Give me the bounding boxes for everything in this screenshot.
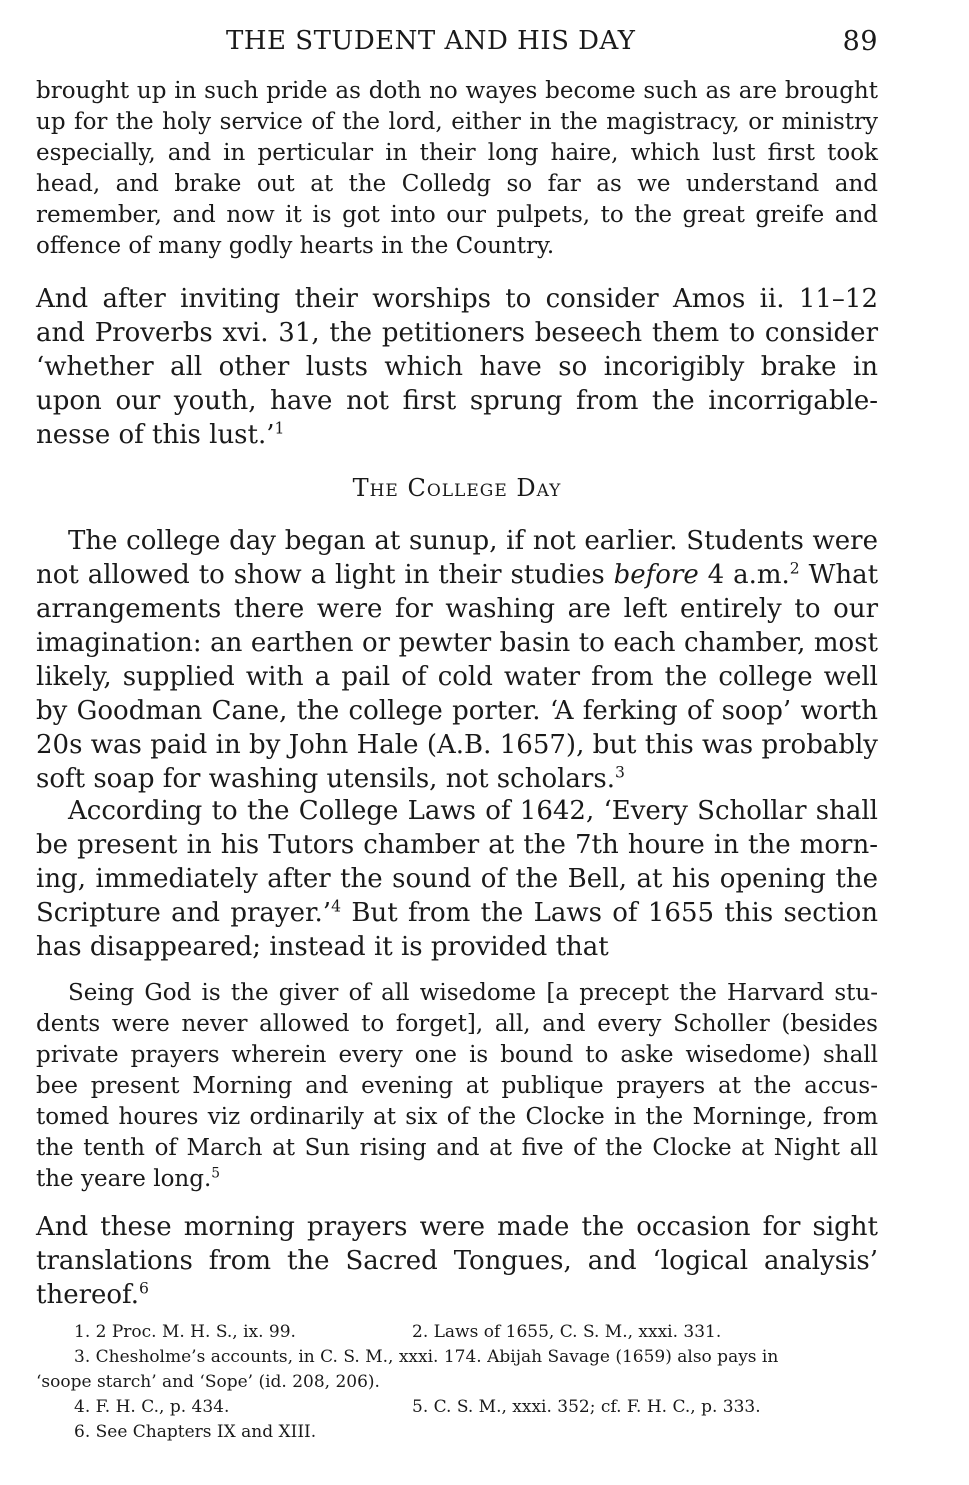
footnote-5: 5. C. S. M., xxxi. 352; cf. F. H. C., p. 333.: [412, 1397, 761, 1417]
running-title: THE STUDENT AND HIS DAY: [226, 26, 636, 56]
quoted-laws-1655: Seing God is the giver of all wisedome [a precept the Harvard stu-dents were never allowed to forget], all, and every Scholler (besides private prayers wherein every one is bound to aske wisedome) shall bee present Morning and evening at publique prayers at the accus-tomed houres viz ordinarily at six of the Clocke in the Morninge, from the tenth of March at Sun rising and at five of the Clocke at Night all the yeare long.$^5$: [36, 980, 878, 1192]
quoted-petition: brought up in such pride as doth no wayes become such as are brought up for the holy service of the lord, either in the magistracy, or ministry especially, and in perticular in their long haire, which lust first took head, and brake out at the Colledg so far as we understand and remember, and now it is got into our pulpets, to the great greife and offence of many godly hearts in the Country.: [36, 78, 878, 259]
paragraph-college-laws: According to the College Laws of 1642, ‘Every Schollar shall be present in his Tutors chamber at the 7th houre in the morn-ing, immediately after the sound of the Bell, at his opening the Scripture and prayer.’$^4$ But from the Laws of 1655 this section has disappeared; instead it is provided that: [36, 796, 878, 962]
running-head: [36, 22, 878, 62]
footnotes: [36, 1320, 878, 1445]
footnote-6: 6. See Chapters IX and XIII.: [74, 1422, 317, 1442]
footnote-3: 3. Chesholme’s accounts, in C. S. M., xxxi. 174. Abijah Savage (1659) also pays in: [74, 1347, 779, 1367]
footnote-2: 2. Laws of 1655, C. S. M., xxxi. 331.: [412, 1322, 722, 1342]
footnote-3-continued: ‘soope starch’ and ‘Sope’ (id. 208, 206).: [36, 1372, 380, 1392]
paragraph-college-day: The college day began at sunup, if not earlier. Students were not allowed to show a light in their studies before 4 a.m.$^2$ What arrangements there were for washing are left entirely to our imagination: an earthen or pewter basin to each chamber, most likely, supplied with a pail of cold water from the college well by Goodman Cane, the college porter. ‘A ferking of soop’ worth 20s was paid in by John Hale (A.B. 1657), but this was probably soft soap for washing utensils, not scholars.$^3$: [36, 526, 879, 794]
page-number: 89: [842, 26, 878, 57]
section-heading: The College Day: [352, 474, 562, 502]
footnote-4: 4. F. H. C., p. 434.: [74, 1397, 230, 1417]
footnote-1: 1. 2 Proc. M. H. S., ix. 99.: [74, 1322, 296, 1342]
footnote-ref-5: 5: [211, 1165, 221, 1182]
footnote-ref-1: 1: [274, 419, 285, 438]
footnote-ref-6: 6: [139, 1279, 149, 1298]
footnote-ref-3: 3: [614, 763, 625, 782]
footnote-ref-2: 2: [789, 559, 800, 578]
paragraph-petition-summary: And after inviting their worships to consider Amos ii. 11–12 and Proverbs xvi. 31, the petitioners beseech them to consider ‘whether all other lusts which have so incorigibly brake in upon our youth, have not first sprung from the incorrigable-nesse of this lust.’$^1$: [36, 284, 878, 450]
footnote-ref-4: 4: [331, 897, 341, 916]
paragraph-morning-prayers: And these morning prayers were made the occasion for sight translations from the Sacred Tongues, and ‘logical analysis’ thereof.$^6$: [36, 1212, 878, 1310]
